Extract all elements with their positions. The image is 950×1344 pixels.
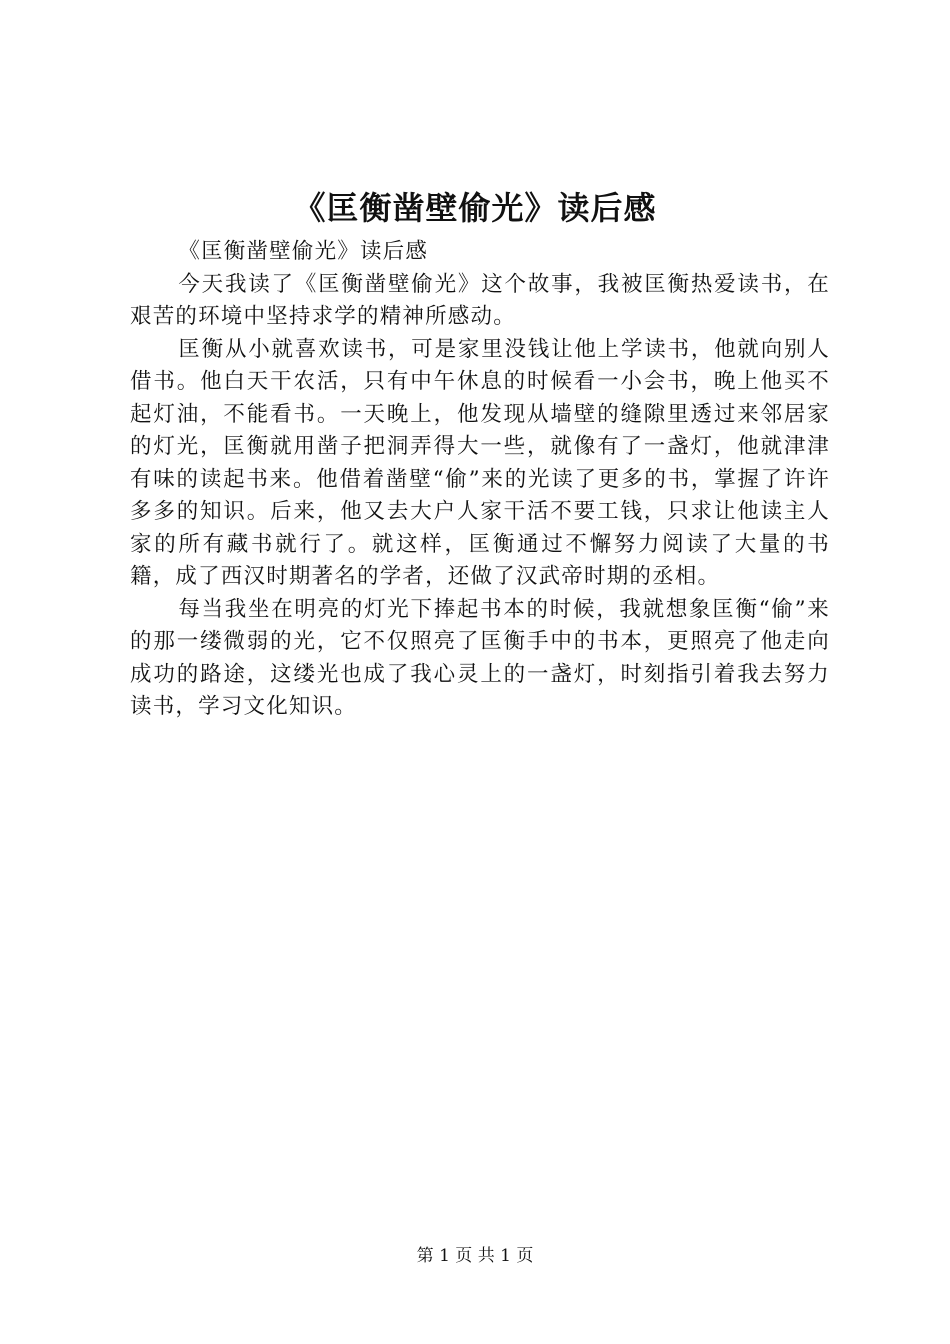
body-paragraph: 匡衡从小就喜欢读书，可是家里没钱让他上学读书，他就向别人借书。他白天干农活，只有中午休息的时候看一小会书，晚上他买不起灯油，不能看书。一天晚上，他发现从墙壁的缝隙里透过来邻居家的灯光，匡衡就用凿子把洞弄得大一些，就像有了一盏灯，他就津津有味的读起书来。他借着凿壁“偷”来的光读了更多的书，掌握了许许多多的知识。后来，他又去大户人家干活不要工钱，只求让他读主人家的所有藏书就行了。就这样，匡衡通过不懈努力阅读了大量的书籍，成了西汉时期著名的学者，还做了汉武帝时期的丞相。: [130, 336, 830, 589]
page-number-footer: 第 1 页 共 1 页: [416, 1246, 534, 1266]
body-paragraph: 今天我读了《匡衡凿壁偷光》这个故事，我被匡衡热爱读书，在艰苦的环境中坚持求学的精神所感动。: [130, 271, 830, 329]
body-paragraph: 每当我坐在明亮的灯光下捧起书本的时候，我就想象匡衡“偷”来的那一缕微弱的光，它不仅照亮了匡衡手中的书本，更照亮了他走向成功的路途，这缕光也成了我心灵上的一盏灯，时刻指引着我去努力读书，学习文化知识。: [130, 596, 830, 719]
document-body: [130, 236, 830, 724]
document-title: 《匡衡凿壁偷光》读后感: [293, 189, 657, 227]
subtitle-paragraph: 《匡衡凿壁偷光》读后感: [178, 239, 429, 264]
